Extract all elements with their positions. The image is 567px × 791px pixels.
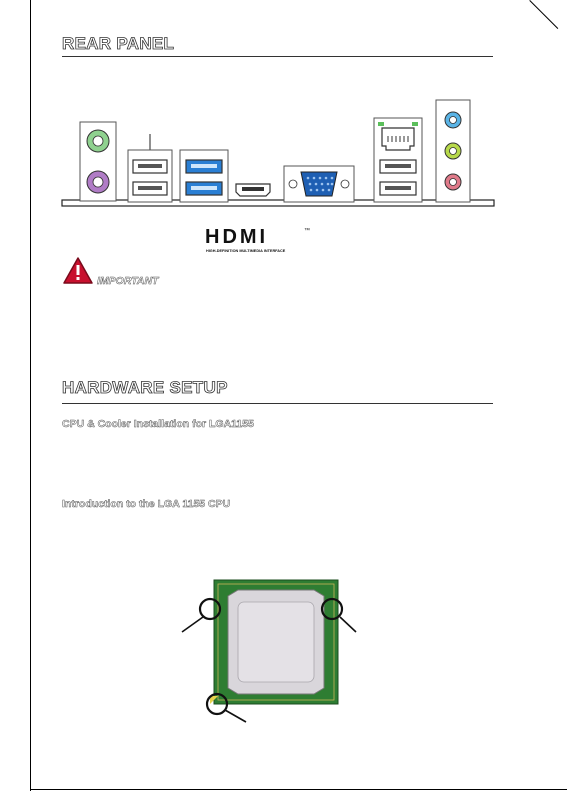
rear-panel-illustration [60,96,500,212]
hdmi-tagline: HIGH-DEFINITION MULTIMEDIA INTERFACE [206,249,286,253]
intro-heading: Introduction to the LGA 1155 CPU [62,498,231,510]
important-label: IMPORTANT [97,275,159,287]
hdmi-tm: ™ [304,228,310,234]
hdmi-logo [205,225,315,255]
hardware-setup-title: HARDWARE SETUP [62,378,228,397]
lan-port [382,128,414,150]
lga1155-cpu-illustration [170,578,370,728]
cpu-cooler-heading: CPU & Cooler Installation for LGA1155 [62,418,254,430]
page-frame-left [30,0,31,791]
warning-triangle-icon [62,256,94,286]
page-frame-corner [529,0,558,29]
hardware-setup-rule [62,403,493,404]
io-shield-base [62,200,494,206]
rear-panel-title: REAR PANEL [62,34,175,53]
hdmi-logo-text: HDMI [205,226,269,248]
page-frame-bottom [30,789,567,790]
rear-panel-rule [62,56,493,57]
